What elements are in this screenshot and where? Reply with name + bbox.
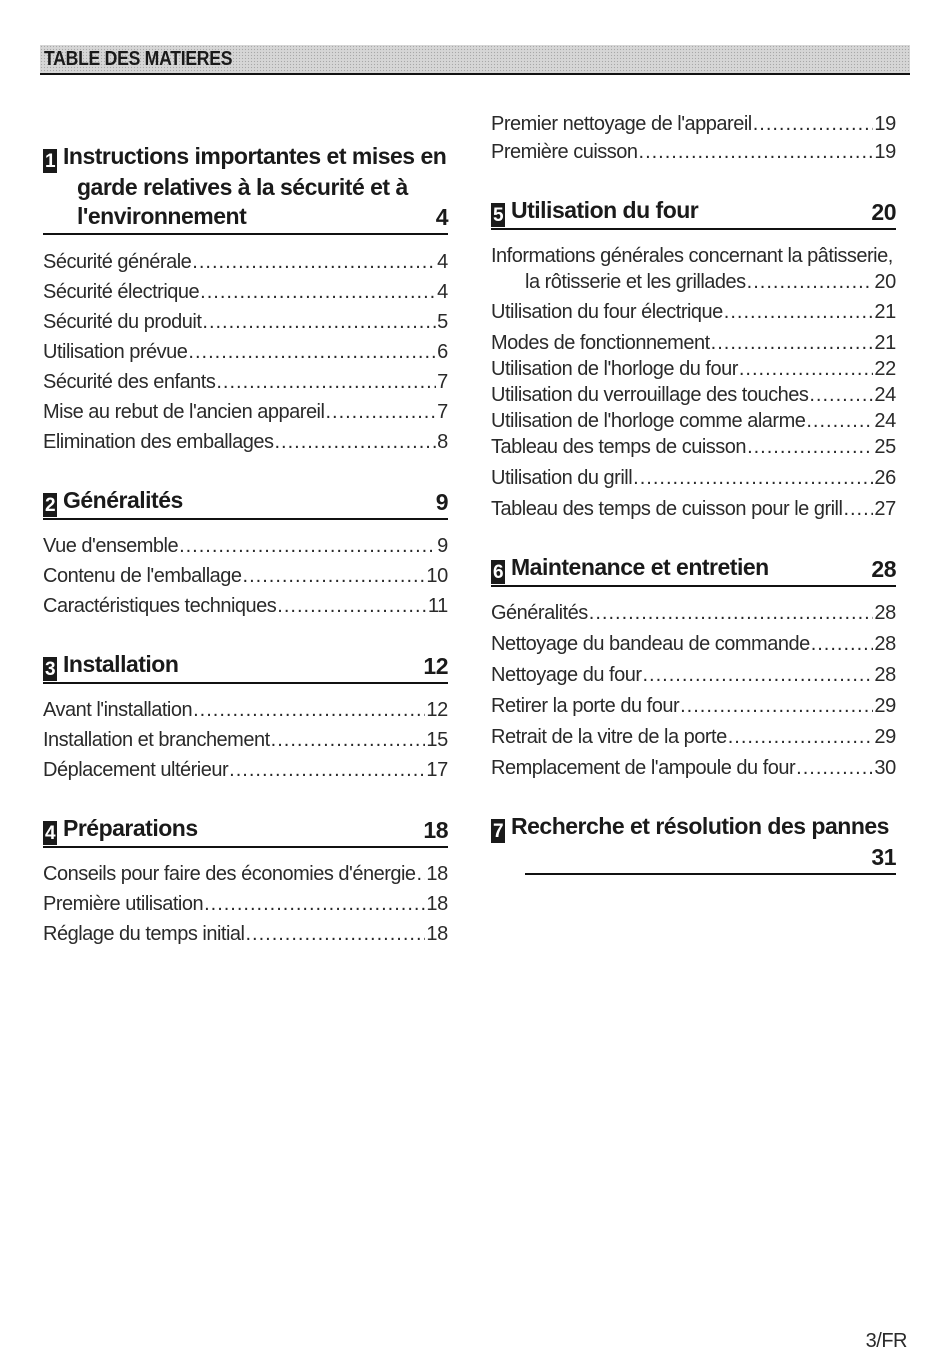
toc-entry[interactable]: Utilisation du four électrique ..... 21	[491, 300, 896, 324]
toc-entry[interactable]: Sécurité des enfants ..... 7	[43, 370, 448, 394]
section-title-4: Préparations	[63, 815, 198, 841]
toc-left-column	[43, 142, 448, 946]
toc-entry[interactable]: Première utilisation ..... 18	[43, 892, 448, 916]
toc-entry[interactable]: Utilisation du grill ..... 26	[491, 466, 896, 490]
toc-entry[interactable]: Tableau des temps de cuisson ..... 25	[491, 435, 896, 459]
toc-entry[interactable]: Généralités ..... 28	[491, 601, 896, 625]
section-title-7: Recherche et résolution des pannes	[511, 813, 889, 839]
toc-entry[interactable]: Retrait de la vitre de la porte ..... 29	[491, 725, 896, 749]
toc-entry[interactable]: Conseils pour faire des économies d'énergie ..... 18	[43, 862, 448, 886]
toc-right-column	[491, 112, 896, 875]
section-page-5: 20	[871, 199, 896, 226]
section-number-7: 7	[492, 821, 504, 842]
toc-entry-line1[interactable]: Informations générales concernant la pâtisserie,	[491, 245, 893, 267]
toc-entry[interactable]: Sécurité générale ..... 4	[43, 250, 448, 274]
toc-entry[interactable]: Déplacement ultérieur ..... 17	[43, 758, 448, 782]
section-heading-1[interactable]	[43, 142, 448, 235]
section-heading-5[interactable]	[491, 196, 896, 230]
toc-entry[interactable]: Caractéristiques techniques ..... 11	[43, 594, 448, 618]
section-page-2: 9	[435, 489, 448, 516]
toc-title: TABLE DES MATIERES	[44, 48, 233, 70]
section-number-6: 6	[492, 562, 504, 583]
section-heading-4[interactable]	[43, 814, 448, 848]
toc-entry[interactable]: Elimination des emballages ..... 8	[43, 430, 448, 454]
toc-entry[interactable]: Retirer la porte du four ..... 29	[491, 694, 896, 718]
section-title-3: Installation	[63, 651, 179, 677]
toc-entry[interactable]: Utilisation du verrouillage des touches ..... 24	[491, 383, 896, 407]
section-heading-3[interactable]	[43, 650, 448, 684]
toc-entry[interactable]: Utilisation prévue ..... 6	[43, 340, 448, 364]
section-number-5: 5	[492, 205, 504, 226]
toc-entry[interactable]: Remplacement de l'ampoule du four ..... 30	[491, 756, 896, 780]
section-title-2: Généralités	[63, 487, 183, 513]
toc-entry[interactable]: Mise au rebut de l'ancien appareil ..... 7	[43, 400, 448, 424]
section-page-3: 12	[423, 653, 448, 680]
section-page-6: 28	[871, 556, 896, 583]
section-title-6: Maintenance et entretien	[511, 554, 769, 580]
toc-entry[interactable]: Sécurité du produit ..... 5	[43, 310, 448, 334]
section-title-5: Utilisation du four	[511, 197, 699, 223]
section-title-1-line2: garde relatives à la sécurité et à	[77, 174, 408, 200]
toc-entry[interactable]: la rôtisserie et les grillades ..... 20	[491, 270, 896, 294]
page-number: 3/FR	[865, 1330, 907, 1352]
section-heading-2[interactable]	[43, 486, 448, 520]
section-number-2: 2	[44, 495, 56, 516]
toc-entry[interactable]: Nettoyage du bandeau de commande ..... 28	[491, 632, 896, 656]
section-number-3: 3	[44, 659, 56, 680]
toc-entry[interactable]: Utilisation de l'horloge comme alarme ..... 24	[491, 409, 896, 433]
section-number-1: 1	[44, 151, 56, 172]
toc-entry[interactable]: Installation et branchement ..... 15	[43, 728, 448, 752]
section-page-4: 18	[423, 817, 448, 844]
toc-entry[interactable]: Nettoyage du four ..... 28	[491, 663, 896, 687]
toc-entry[interactable]: Sécurité électrique ..... 4	[43, 280, 448, 304]
toc-entry[interactable]: Réglage du temps initial ..... 18	[43, 922, 448, 946]
section-heading-6[interactable]	[491, 553, 896, 587]
toc-entry[interactable]: Avant l'installation ..... 12	[43, 698, 448, 722]
section-number-4: 4	[44, 823, 56, 844]
toc-entry[interactable]: Vue d'ensemble ..... 9	[43, 534, 448, 558]
toc-entry[interactable]: Utilisation de l'horloge du four ..... 22	[491, 357, 896, 381]
section-title-1-line1: Instructions importantes et mises en	[63, 143, 447, 169]
section-page-7: 31	[871, 844, 896, 870]
toc-entry[interactable]: Modes de fonctionnement ..... 21	[491, 331, 896, 355]
toc-entry[interactable]: Contenu de l'emballage ..... 10	[43, 564, 448, 588]
toc-entry[interactable]: Première cuisson ..... 19	[491, 140, 896, 164]
toc-entry[interactable]: Tableau des temps de cuisson pour le grill ..... 27	[491, 497, 896, 521]
toc-header-bar	[40, 45, 910, 75]
section-page-1: 4	[435, 204, 448, 231]
section-title-1-line3: l'environnement	[77, 202, 247, 229]
toc-entry[interactable]: Premier nettoyage de l'appareil ..... 19	[491, 112, 896, 136]
section-heading-7[interactable]	[491, 812, 896, 875]
